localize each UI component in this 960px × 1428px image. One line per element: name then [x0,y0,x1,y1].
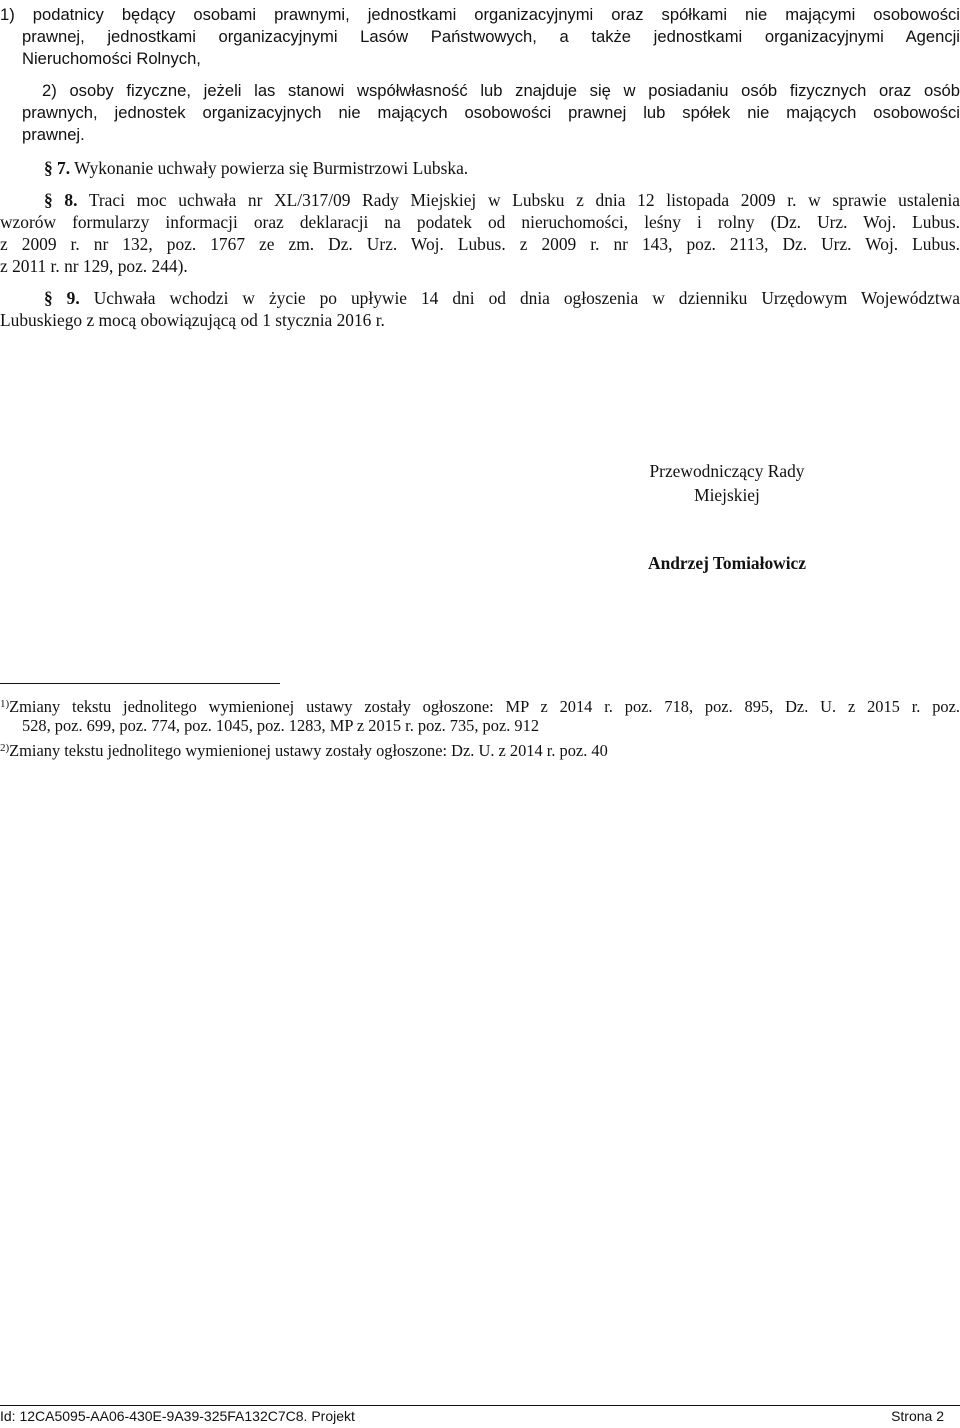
paragraph-7-text: Wykonanie uchwały powierza się Burmistrzowi Lubska. [74,158,469,178]
footnote-1-line-2: 528, poz. 699, poz. 774, poz. 1045, poz. 1283, MP z 2015 r. poz. 735, poz. 912 [22,716,540,735]
footnote-2-text: Zmiany tekstu jednolitego wymienionej ustawy zostały ogłoszone: Dz. U. z 2014 r. poz. 40 [9,741,608,760]
footnote-2-line-1 [0,737,608,762]
paragraph-8-line-3: z 2009 r. nr 132, poz. 1767 ze zm. Dz. Urz. Woj. Lubus. z 2009 r. nr 143, poz. 2113, Dz. Urz. Woj. Lubus. [0,234,960,254]
footnote-1-mark: 1) [0,698,10,710]
paragraph-8-line-2: wzorów formularzy informacji oraz deklaracji na podatek od nieruchomości, leśny i rolny (Dz. Urz. Woj. Lubus. [0,212,960,232]
list-item-1-line-1: 1) podatnicy będący osobami prawnymi, jednostkami organizacyjnymi oraz spółkami nie mającymi osobowości [0,5,960,24]
footnote-separator [0,683,280,684]
list-item-2-line-3: prawnej. [22,125,85,144]
signature-name: Andrzej Tomiałowicz [648,553,806,573]
document-id: Id: 12CA5095-AA06-430E-9A39-325FA132C7C8. Projekt [0,1408,355,1424]
paragraph-9-marker: § 9. [44,288,80,308]
paragraph-9-first-text: Uchwała wchodzi w życie po upływie 14 dni od dnia ogłoszenia w dzienniku Urzędowym Województwa [93,288,960,308]
paragraph-9-line-2: Lubuskiego z mocą obowiązującą od 1 stycznia 2016 r. [0,310,385,330]
paragraph-7 [44,157,468,179]
list-item-2-line-2: prawnych, jednostek organizacyjnych nie mających osobowości prawnej lub spółek nie mających osobowości [22,103,960,122]
paragraph-8-first-text: Traci moc uchwała nr XL/317/09 Rady Miejskiej w Lubsku z dnia 12 listopada 2009 r. w sprawie ustalenia [88,190,960,210]
footer-separator [0,1405,960,1406]
list-item-2-line-1: 2) osoby fizyczne, jeżeli las stanowi współwłasność lub znajduje się w posiadaniu osób fizycznych oraz osób [42,81,960,100]
page-number: Strona 2 [891,1408,944,1424]
footnote-2-mark: 2) [0,742,10,754]
paragraph-9-first-line [44,287,960,309]
paragraph-8-marker: § 8. [44,190,78,210]
list-item-1-line-2: prawnej, jednostkami organizacyjnymi Lasów Państwowych, a także jednostkami organizacyjnymi Agencji [22,27,960,46]
paragraph-7-marker: § 7. [44,158,71,178]
list-item-1-line-3: Nieruchomości Rolnych, [22,49,201,68]
signature-role-line-1: Przewodniczący Rady [649,461,805,481]
signature-role-line-2: Miejskiej [694,485,760,505]
paragraph-8-first-line [44,189,960,211]
footnote-1-text: Zmiany tekstu jednolitego wymienionej ustawy zostały ogłoszone: MP z 2014 r. poz. 718, poz. 895, Dz. U. z 2015 r. poz. [9,697,960,716]
paragraph-8-line-4: z 2011 r. nr 129, poz. 244). [0,256,188,276]
